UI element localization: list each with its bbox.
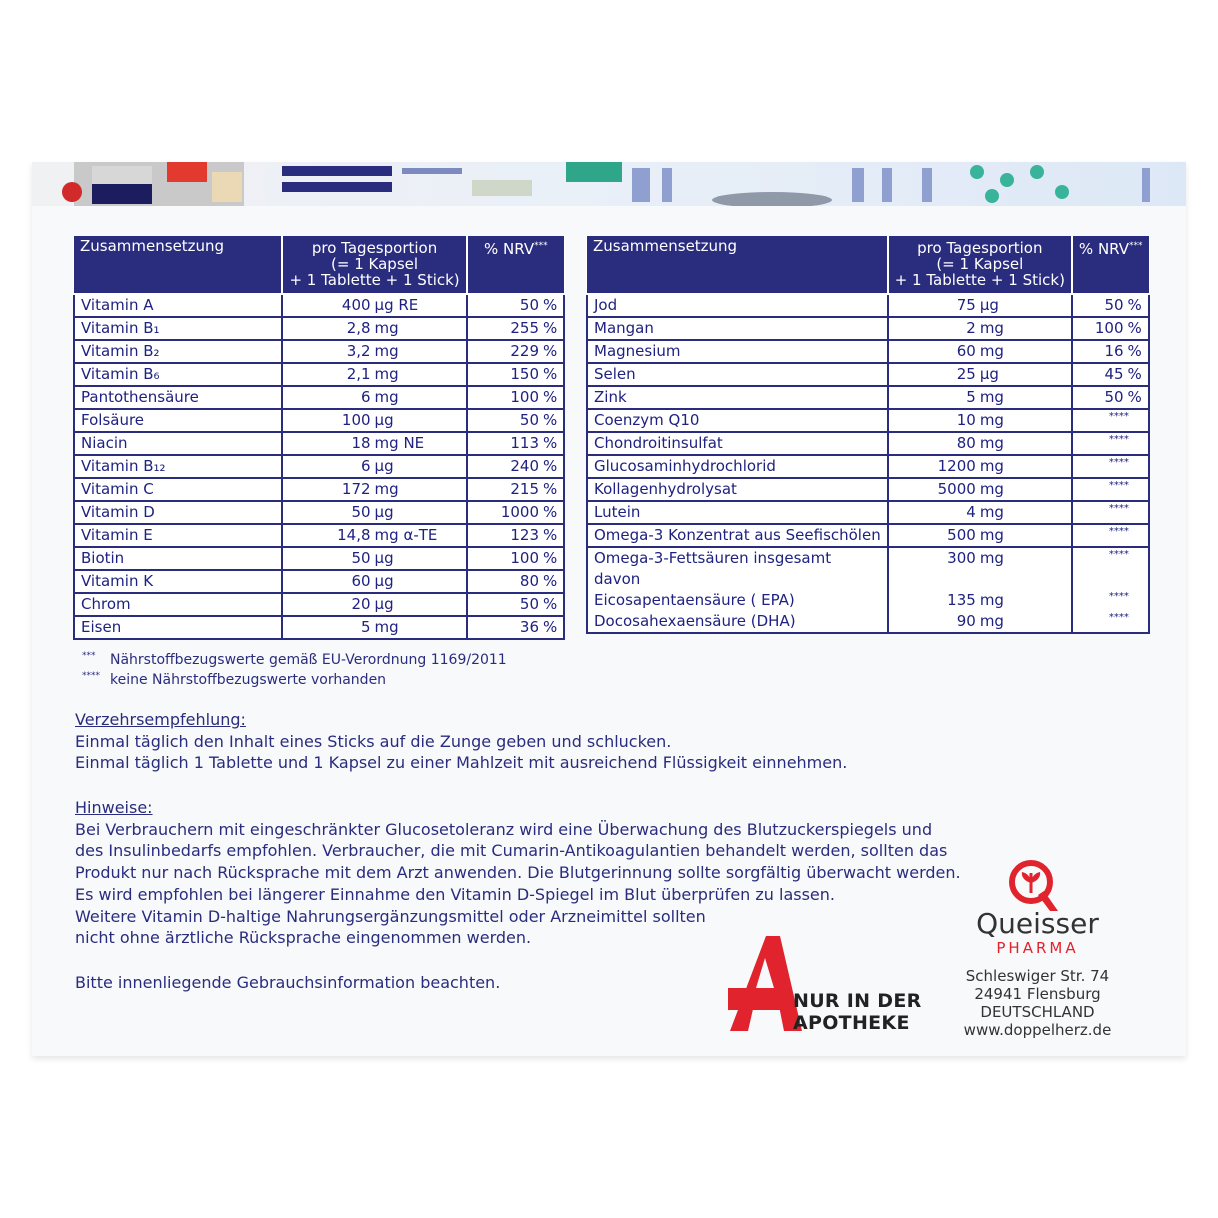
nrv-value: 255: [510, 319, 539, 337]
company-block: [955, 908, 1120, 1039]
nrv-value: 215: [510, 480, 539, 498]
dose-amount: 3,2: [346, 342, 371, 360]
nrv-percent-sign: %: [543, 595, 558, 613]
dose-unit: mg: [979, 342, 1004, 360]
nrv-not-available-mark: ****: [1108, 411, 1129, 422]
dose-unit: mg: [979, 411, 1004, 429]
nutrient-dose: [282, 455, 466, 478]
dose-amount: 90: [956, 612, 976, 630]
usage-line: Einmal täglich 1 Tablette und 1 Kapsel zu einer Mahlzeit mit ausreichend Flüssigkeit einnehmen.: [75, 753, 848, 773]
nrv-value: 16: [1104, 342, 1124, 360]
nutrient-nrv: [1072, 432, 1149, 455]
company-country: DEUTSCHLAND: [980, 1003, 1095, 1021]
dose-amount: 14,8: [337, 526, 371, 544]
header-daily-portion: [282, 236, 466, 294]
dose-unit: mg: [979, 612, 1004, 630]
dose-unit: µg: [374, 595, 394, 613]
nutrient-dose: [282, 340, 466, 363]
nrv-percent-sign: %: [543, 503, 558, 521]
dose-unit: mg α-TE: [374, 526, 438, 544]
nutrition-table-left: [73, 236, 565, 640]
nutrient-name: Chrom: [74, 593, 282, 616]
dose-amount: 2,8: [346, 319, 371, 337]
nrv-not-available-mark: ****: [1108, 503, 1129, 514]
package-insert-notice: Bitte innenliegende Gebrauchsinformation beachten.: [75, 973, 501, 992]
nutrient-dose: [282, 386, 466, 409]
nutrient-name: Omega-3-Fettsäuren insgesamt: [587, 547, 888, 569]
queisser-logo-icon: [1004, 857, 1060, 911]
nutrient-nrv: [467, 317, 564, 340]
nrv-percent-sign: %: [1127, 365, 1142, 383]
table-row: [587, 611, 1149, 633]
dose-unit: µg: [374, 503, 394, 521]
nrv-value: 113: [510, 434, 539, 452]
dose-unit: mg: [374, 388, 399, 406]
nrv-percent-sign: %: [543, 319, 558, 337]
nutrient-nrv: [1072, 317, 1149, 340]
nutrient-name: Eisen: [74, 616, 282, 639]
dose-unit: mg: [979, 457, 1004, 475]
dose-amount: 6: [361, 457, 371, 475]
nutrient-name: Vitamin D: [74, 501, 282, 524]
nutrient-dose: [888, 363, 1072, 386]
nrv-value: 150: [510, 365, 539, 383]
nutrient-nrv: [467, 363, 564, 386]
table-row: [587, 340, 1149, 363]
table-row: [587, 386, 1149, 409]
table-row: [587, 478, 1149, 501]
nrv-percent-sign: %: [543, 411, 558, 429]
notes-line: Weitere Vitamin D-haltige Nahrungsergänzungsmittel oder Arzneimittel sollten: [75, 906, 706, 926]
nutrient-dose: [282, 478, 466, 501]
nutrient-dose: [888, 455, 1072, 478]
footnote-mark: ****: [82, 671, 100, 681]
nutrient-dose: [888, 524, 1072, 547]
nutrient-nrv: [467, 593, 564, 616]
nutrient-nrv: [1072, 524, 1149, 547]
nutrient-dose: [282, 317, 466, 340]
nutrient-name: Omega-3 Konzentrat aus Seefischölen: [587, 524, 888, 547]
nutrient-dose: [888, 501, 1072, 524]
header-daily-portion-line2: (= 1 Kapsel: [936, 255, 1024, 273]
table-row: [74, 593, 564, 616]
dose-unit: mg: [374, 618, 399, 636]
nrv-value: 45: [1104, 365, 1124, 383]
nrv-not-available-mark: ****: [1108, 457, 1129, 468]
nrv-value: 50: [519, 411, 539, 429]
dose-unit: mg: [374, 480, 399, 498]
nutrient-name: Coenzym Q10: [587, 409, 888, 432]
nrv-value: 229: [510, 342, 539, 360]
dose-amount: 80: [956, 434, 976, 452]
nrv-percent-sign: %: [543, 480, 558, 498]
notes-line: Bei Verbrauchern mit eingeschränkter Glucosetoleranz wird eine Überwachung des Blutzuckerspiegels und: [75, 819, 933, 839]
nutrient-dose: [282, 294, 466, 317]
nrv-not-available-mark: ****: [1108, 549, 1129, 560]
nutrient-dose: [282, 547, 466, 570]
nrv-value: 50: [519, 296, 539, 314]
footnote-mark: ***: [82, 651, 96, 661]
nutrient-name: Zink: [587, 386, 888, 409]
dose-amount: 60: [956, 342, 976, 360]
dose-amount: 20: [351, 595, 371, 613]
nutrient-name: Pantothensäure: [74, 386, 282, 409]
dose-unit: mg: [979, 480, 1004, 498]
nrv-value: 50: [1104, 296, 1124, 314]
nutrient-name: Vitamin K: [74, 570, 282, 593]
nutrient-nrv: [1072, 386, 1149, 409]
dose-unit: µg RE: [374, 296, 419, 314]
header-daily-portion-line3: + 1 Tablette + 1 Stick): [289, 271, 460, 289]
company-name: Queisser: [976, 907, 1099, 940]
nrv-value: 240: [510, 457, 539, 475]
header-nrv-mark: ***: [534, 241, 548, 251]
dose-unit: mg: [979, 526, 1004, 544]
nrv-percent-sign: %: [1127, 388, 1142, 406]
nrv-value: 100: [510, 388, 539, 406]
nutrient-dose: [282, 524, 466, 547]
nrv-not-available-mark: ****: [1108, 591, 1129, 602]
company-city: 24941 Flensburg: [974, 985, 1101, 1003]
header-composition: Zusammensetzung: [587, 236, 888, 294]
nutrient-name: Eicosapentaensäure ( EPA): [587, 590, 888, 611]
dose-unit: µg: [374, 457, 394, 475]
nrv-percent-sign: %: [543, 457, 558, 475]
nutrient-name: Magnesium: [587, 340, 888, 363]
dose-amount: 50: [351, 549, 371, 567]
nutrient-nrv: [467, 432, 564, 455]
nutrient-name: davon: [587, 569, 888, 590]
nutrient-nrv: [467, 455, 564, 478]
nutrient-dose: [888, 386, 1072, 409]
table-row: [74, 294, 564, 317]
nrv-not-available-mark: ****: [1108, 480, 1129, 491]
dose-amount: 75: [956, 296, 976, 314]
nutrient-name: Biotin: [74, 547, 282, 570]
dose-unit: µg: [374, 411, 394, 429]
footnote-text: keine Nährstoffbezugswerte vorhanden: [110, 672, 387, 688]
nutrient-dose: [888, 317, 1072, 340]
dose-amount: 300: [947, 549, 976, 567]
table-row: [587, 501, 1149, 524]
dose-unit: mg: [979, 319, 1004, 337]
nutrient-nrv: [1072, 340, 1149, 363]
company-website[interactable]: www.doppelherz.de: [963, 1021, 1112, 1039]
nrv-percent-sign: %: [543, 296, 558, 314]
dose-amount: 60: [351, 572, 371, 590]
usage-line: Einmal täglich den Inhalt eines Sticks auf die Zunge geben und schlucken.: [75, 731, 672, 751]
table-row: [587, 590, 1149, 611]
dose-unit: µg: [374, 572, 394, 590]
table-row: [74, 478, 564, 501]
nutrient-nrv: [467, 547, 564, 570]
apotheke-line1: NUR IN DER: [793, 990, 922, 1012]
dose-amount: 172: [341, 480, 371, 498]
notes-line: Es wird empfohlen bei längerer Einnahme den Vitamin D-Spiegel im Blut überprüfen zu lassen.: [75, 884, 835, 904]
nutrient-dose: [888, 409, 1072, 432]
nutrient-nrv: [467, 340, 564, 363]
footnote-2: [82, 670, 507, 690]
nutrient-name: Mangan: [587, 317, 888, 340]
nutrient-name: Vitamin B₂: [74, 340, 282, 363]
nrv-percent-sign: %: [543, 342, 558, 360]
dose-amount: 135: [947, 591, 976, 609]
nutrient-dose: [888, 294, 1072, 317]
dose-amount: 5: [361, 618, 371, 636]
nutrient-nrv: [1072, 294, 1149, 317]
nutrient-name: Vitamin C: [74, 478, 282, 501]
header-nrv-label: % NRV: [1078, 240, 1130, 258]
nutrient-nrv: [1072, 455, 1149, 478]
dose-amount: 500: [947, 526, 976, 544]
dose-unit: µg: [979, 365, 999, 383]
company-street: Schleswiger Str. 74: [965, 967, 1110, 985]
dose-unit: µg: [374, 549, 394, 567]
nrv-value: 1000: [500, 503, 539, 521]
dose-amount: 1200: [937, 457, 976, 475]
nutrient-dose: [888, 547, 1072, 569]
nutrient-nrv: [1072, 611, 1149, 633]
nutrient-dose: [888, 340, 1072, 363]
nutrient-name: Vitamin B₁: [74, 317, 282, 340]
dose-unit: mg: [979, 549, 1004, 567]
table-row: [74, 409, 564, 432]
dose-unit: mg: [374, 319, 399, 337]
nrv-percent-sign: %: [543, 388, 558, 406]
nutrient-dose: [888, 590, 1072, 611]
nrv-value: 100: [1094, 319, 1124, 337]
dose-amount: 18: [351, 434, 371, 452]
header-daily-portion-line1: pro Tagesportion: [917, 239, 1043, 257]
nrv-percent-sign: %: [1127, 319, 1142, 337]
nutrient-dose: [282, 363, 466, 386]
nutrient-name: Vitamin E: [74, 524, 282, 547]
nutrient-dose: [282, 409, 466, 432]
header-daily-portion: [888, 236, 1072, 294]
dose-amount: 6: [361, 388, 371, 406]
table-row: [74, 455, 564, 478]
nrv-percent-sign: %: [543, 549, 558, 567]
nrv-percent-sign: %: [543, 434, 558, 452]
table-row: [587, 455, 1149, 478]
nutrient-name: Niacin: [74, 432, 282, 455]
nrv-value: 50: [519, 595, 539, 613]
nrv-percent-sign: %: [1127, 296, 1142, 314]
dose-unit: µg: [979, 296, 999, 314]
nutrient-dose: [282, 593, 466, 616]
table-row: [587, 524, 1149, 547]
table-row: [587, 547, 1149, 569]
table-row: [74, 317, 564, 340]
apotheke-a-icon: [728, 936, 802, 1031]
nutrient-nrv: [467, 616, 564, 639]
company-division: PHARMA: [996, 939, 1079, 957]
nutrient-dose: [282, 501, 466, 524]
table-row: [74, 432, 564, 455]
nutrient-name: Kollagenhydrolysat: [587, 478, 888, 501]
dose-unit: mg NE: [374, 434, 425, 452]
nutrient-dose: [282, 432, 466, 455]
nutrient-name: Vitamin B₆: [74, 363, 282, 386]
nutrient-nrv: [1072, 409, 1149, 432]
usage-heading: Verzehrsempfehlung:: [75, 710, 246, 729]
table-row: [587, 409, 1149, 432]
nutrient-nrv: [1072, 478, 1149, 501]
nutrient-name: Glucosaminhydrochlorid: [587, 455, 888, 478]
nrv-not-available-mark: ****: [1108, 434, 1129, 445]
nrv-percent-sign: %: [543, 572, 558, 590]
nutrient-dose: [888, 478, 1072, 501]
dose-amount: 400: [341, 296, 371, 314]
header-daily-portion-line1: pro Tagesportion: [311, 239, 438, 257]
nutrient-nrv: [1072, 501, 1149, 524]
dose-amount: 5: [966, 388, 976, 406]
dose-amount: 2,1: [346, 365, 371, 383]
nrv-percent-sign: %: [543, 365, 558, 383]
nutrient-name: Lutein: [587, 501, 888, 524]
header-nrv-mark: ***: [1129, 241, 1143, 251]
dose-unit: mg: [374, 365, 399, 383]
nutrient-nrv: [1072, 363, 1149, 386]
usage-recommendation: [75, 709, 847, 774]
table-row: [74, 616, 564, 639]
dose-unit: mg: [979, 503, 1004, 521]
nutrient-name: Chondroitinsulfat: [587, 432, 888, 455]
dose-amount: 4: [966, 503, 976, 521]
nutrient-name: Folsäure: [74, 409, 282, 432]
nutrient-dose: [282, 616, 466, 639]
notes-section: [75, 797, 961, 949]
nrv-percent-sign: %: [543, 526, 558, 544]
nutrient-nrv: [467, 524, 564, 547]
nutrient-nrv: [467, 478, 564, 501]
dose-amount: 25: [956, 365, 976, 383]
table-row: [587, 432, 1149, 455]
dose-unit: mg: [979, 591, 1004, 609]
header-nrv-label: % NRV: [484, 240, 535, 258]
nrv-value: 36: [519, 618, 539, 636]
notes-line: Produkt nur nach Rücksprache mit dem Arzt anwenden. Die Blutgerinnung sollte sorgfältig überwacht werden.: [75, 863, 961, 883]
nrv-percent-sign: %: [543, 618, 558, 636]
table-row: [74, 547, 564, 570]
nutrient-dose: [888, 569, 1072, 590]
table-row: [587, 317, 1149, 340]
nrv-not-available-mark: ****: [1108, 612, 1129, 623]
footnote-text: Nährstoffbezugswerte gemäß EU-Verordnung 1169/2011: [110, 652, 507, 668]
nrv-value: 100: [510, 549, 539, 567]
nutrient-name: Jod: [587, 294, 888, 317]
dose-unit: mg: [374, 342, 399, 360]
dose-unit: mg: [979, 388, 1004, 406]
table-row: [74, 570, 564, 593]
nutrient-nrv: [1072, 569, 1149, 590]
table-row: [74, 386, 564, 409]
table-row: [587, 294, 1149, 317]
header-nrv: [467, 236, 564, 294]
nutrient-nrv: [467, 501, 564, 524]
apotheke-line2: APOTHEKE: [793, 1012, 910, 1034]
header-daily-portion-line3: + 1 Tablette + 1 Stick): [894, 271, 1065, 289]
apotheke-label: [793, 990, 922, 1034]
nrv-value: 123: [510, 526, 539, 544]
dose-amount: 50: [351, 503, 371, 521]
nrv-value: 80: [519, 572, 539, 590]
nutrient-dose: [888, 611, 1072, 633]
table-row: [74, 524, 564, 547]
nutrient-nrv: [467, 409, 564, 432]
notes-line: nicht ohne ärztliche Rücksprache eingenommen werden.: [75, 928, 532, 948]
nutrition-table-right: [586, 236, 1150, 634]
table-row: [74, 501, 564, 524]
nrv-not-available-mark: ****: [1108, 526, 1129, 537]
nutrient-dose: [888, 432, 1072, 455]
header-composition: Zusammensetzung: [74, 236, 282, 294]
nutrient-nrv: [1072, 547, 1149, 569]
notes-line: des Insulinbedarfs empfohlen. Verbraucher, die mit Cumarin-Antikoagulantien behandelt werden, sollten das: [75, 841, 948, 861]
dose-unit: mg: [979, 434, 1004, 452]
table-row: [74, 340, 564, 363]
nutrient-name: Vitamin B₁₂: [74, 455, 282, 478]
table-row: [587, 569, 1149, 590]
nutrient-name: Selen: [587, 363, 888, 386]
nutrient-nrv: [467, 386, 564, 409]
table-row: [74, 363, 564, 386]
nrv-value: 50: [1104, 388, 1124, 406]
dose-amount: 100: [341, 411, 371, 429]
nutrient-nrv: [1072, 590, 1149, 611]
nutrient-name: Docosahexaensäure (DHA): [587, 611, 888, 633]
table-row: [587, 363, 1149, 386]
header-daily-portion-line2: (= 1 Kapsel: [331, 255, 419, 273]
nutrient-dose: [282, 570, 466, 593]
nutrient-nrv: [467, 570, 564, 593]
footnote-1: [82, 650, 507, 670]
notes-heading: Hinweise:: [75, 798, 153, 817]
footnotes: [82, 650, 507, 690]
nutrient-nrv: [467, 294, 564, 317]
dose-amount: 5000: [937, 480, 976, 498]
package-top-flap: [32, 162, 1186, 206]
header-nrv: [1072, 236, 1149, 294]
nutrient-name: Vitamin A: [74, 294, 282, 317]
company-address: [955, 967, 1120, 1039]
dose-amount: 10: [956, 411, 976, 429]
nrv-percent-sign: %: [1127, 342, 1142, 360]
top-flap-artwork: [32, 162, 1186, 206]
dose-amount: 2: [966, 319, 976, 337]
